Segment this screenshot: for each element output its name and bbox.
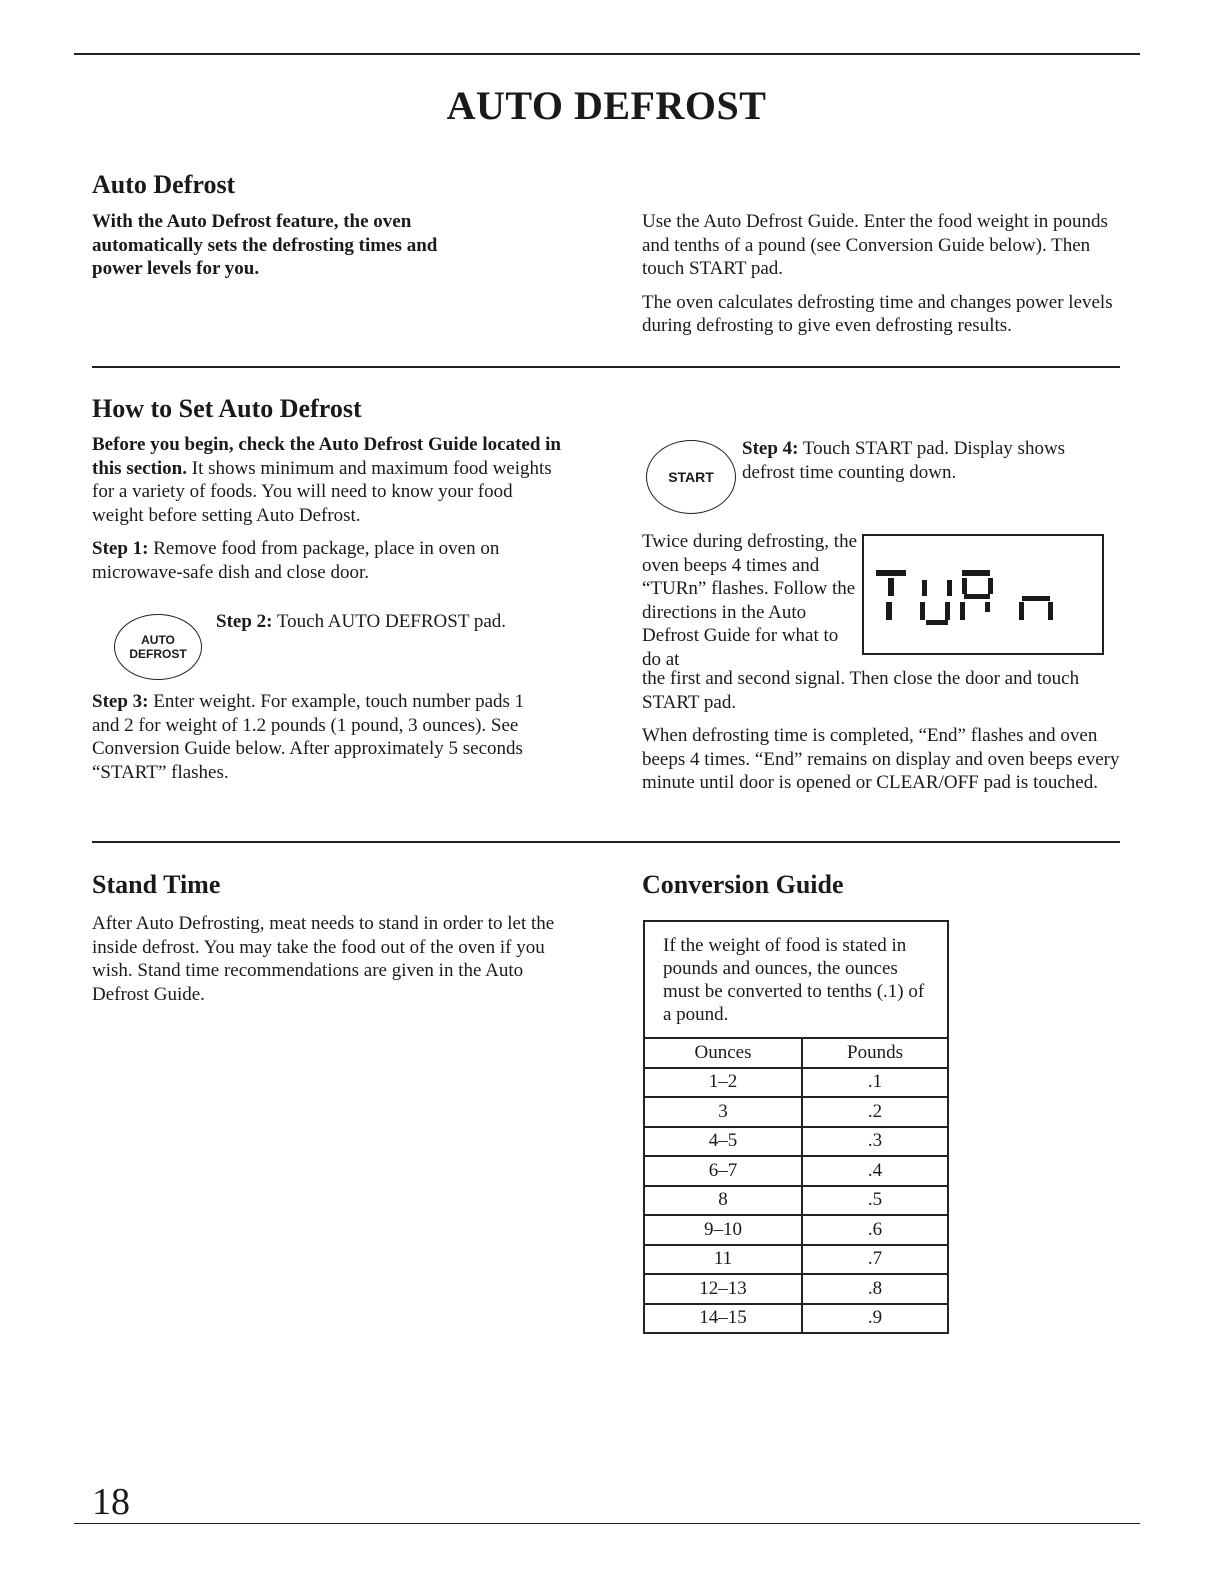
twice-during-defrosting: Twice during defrosting, the oven beeps 4 times and “TURn” flashes. Follow the directions in the Auto Defrost Guide for what to do at <box>642 531 858 670</box>
step-3: Step 3: Enter weight. For example, touch number pads 1 and 2 for weight of 1.2 pounds (1 pound, 3 ounces). See Conversion Guide below. After approximately 5 seconds “START” flashes. <box>92 691 525 783</box>
step-1: Step 1: Remove food from package, place in oven on microwave-safe dish and close door. <box>92 538 500 583</box>
table-row <box>645 1097 947 1127</box>
pounds-cell: .9 <box>802 1304 947 1333</box>
turn-display-icon <box>864 536 1102 653</box>
pounds-header: Pounds <box>802 1038 947 1068</box>
table-row <box>645 1245 947 1275</box>
ounces-cell: 14–15 <box>645 1304 802 1333</box>
pounds-cell: .2 <box>802 1097 947 1127</box>
end-text: When defrosting time is completed, “End” flashes and oven beeps 4 times. “End” remains on display and oven beeps every minute until door is opened or CLEAR/OFF pad is touched. <box>642 725 1120 793</box>
conversion-header-row <box>645 1038 947 1068</box>
start-pad-icon: START <box>646 440 736 514</box>
table-row <box>645 1156 947 1186</box>
ounces-cell: 3 <box>645 1097 802 1127</box>
pounds-cell: .1 <box>802 1068 947 1098</box>
turn-display <box>862 534 1104 655</box>
ounces-cell: 12–13 <box>645 1274 802 1304</box>
conversion-note: If the weight of food is stated in pounds and ounces, the ounces must be converted to tenths (.1) of a pound. <box>663 935 925 1025</box>
bottom-rule <box>74 1523 1140 1524</box>
step-4: Step 4: Touch START pad. Display shows defrost time counting down. <box>742 438 1066 483</box>
stand-time-heading: Stand Time <box>92 870 221 899</box>
conversion-guide-box <box>643 920 949 1334</box>
how-to-heading: How to Set Auto Defrost <box>92 394 362 423</box>
table-row <box>645 1068 947 1098</box>
pounds-cell: .4 <box>802 1156 947 1186</box>
pounds-cell: .5 <box>802 1186 947 1216</box>
conversion-table <box>645 1037 947 1332</box>
pounds-cell: .8 <box>802 1274 947 1304</box>
top-rule <box>74 53 1140 55</box>
how-to-left-column <box>92 433 568 594</box>
conversion-guide-heading: Conversion Guide <box>642 870 844 899</box>
table-row <box>645 1304 947 1333</box>
pounds-cell: .6 <box>802 1215 947 1245</box>
ounces-cell: 4–5 <box>645 1127 802 1157</box>
auto-defrost-intro: With the Auto Defrost feature, the oven automatically sets the defrosting times and power levels for you. <box>92 211 438 279</box>
pounds-cell: .3 <box>802 1127 947 1157</box>
page-title: AUTO DEFROST <box>446 83 767 128</box>
table-row <box>645 1274 947 1304</box>
auto-defrost-description <box>642 210 1120 348</box>
ounces-cell: 9–10 <box>645 1215 802 1245</box>
page-number: 18 <box>92 1481 130 1523</box>
ounces-header: Ounces <box>645 1038 802 1068</box>
stand-time-text: After Auto Defrosting, meat needs to stand in order to let the inside defrost. You may take the food out of the oven if you wish. Stand time recommendations are given in the Auto Defrost Guide. <box>92 913 555 1005</box>
before-you-begin: Before you begin, check the Auto Defrost Guide located in this section. It shows minimum and maximum food weights for a variety of foods. You will need to know your food weight before setting Auto Defrost. <box>92 434 561 526</box>
table-row <box>645 1127 947 1157</box>
pounds-cell: .7 <box>802 1245 947 1275</box>
auto-defrost-para1: Use the Auto Defrost Guide. Enter the food weight in pounds and tenths of a pound (see Conversion Guide below). Then touch START pad. <box>642 211 1108 279</box>
ounces-cell: 8 <box>645 1186 802 1216</box>
ounces-cell: 11 <box>645 1245 802 1275</box>
lcd-segments <box>876 570 1053 625</box>
table-row <box>645 1186 947 1216</box>
table-row <box>645 1215 947 1245</box>
ounces-cell: 1–2 <box>645 1068 802 1098</box>
step-2: Step 2: Touch AUTO DEFROST pad. <box>216 611 507 632</box>
section-rule-1 <box>92 366 1120 368</box>
auto-defrost-para2: The oven calculates defrosting time and changes power levels during defrosting to give even defrosting results. <box>642 291 1113 336</box>
twice-during-defrosting-cont: the first and second signal. Then close the door and touch START pad. When defrosting time is completed, “End” flashes and oven beeps 4 times. “End” remains on display and oven beeps every minute until door is opened or CLEAR/OFF pad is touched. <box>642 668 1120 793</box>
section-rule-2 <box>92 841 1120 843</box>
auto-defrost-pad-icon: AUTO DEFROST <box>114 614 202 680</box>
auto-defrost-heading: Auto Defrost <box>92 170 236 199</box>
ounces-cell: 6–7 <box>645 1156 802 1186</box>
